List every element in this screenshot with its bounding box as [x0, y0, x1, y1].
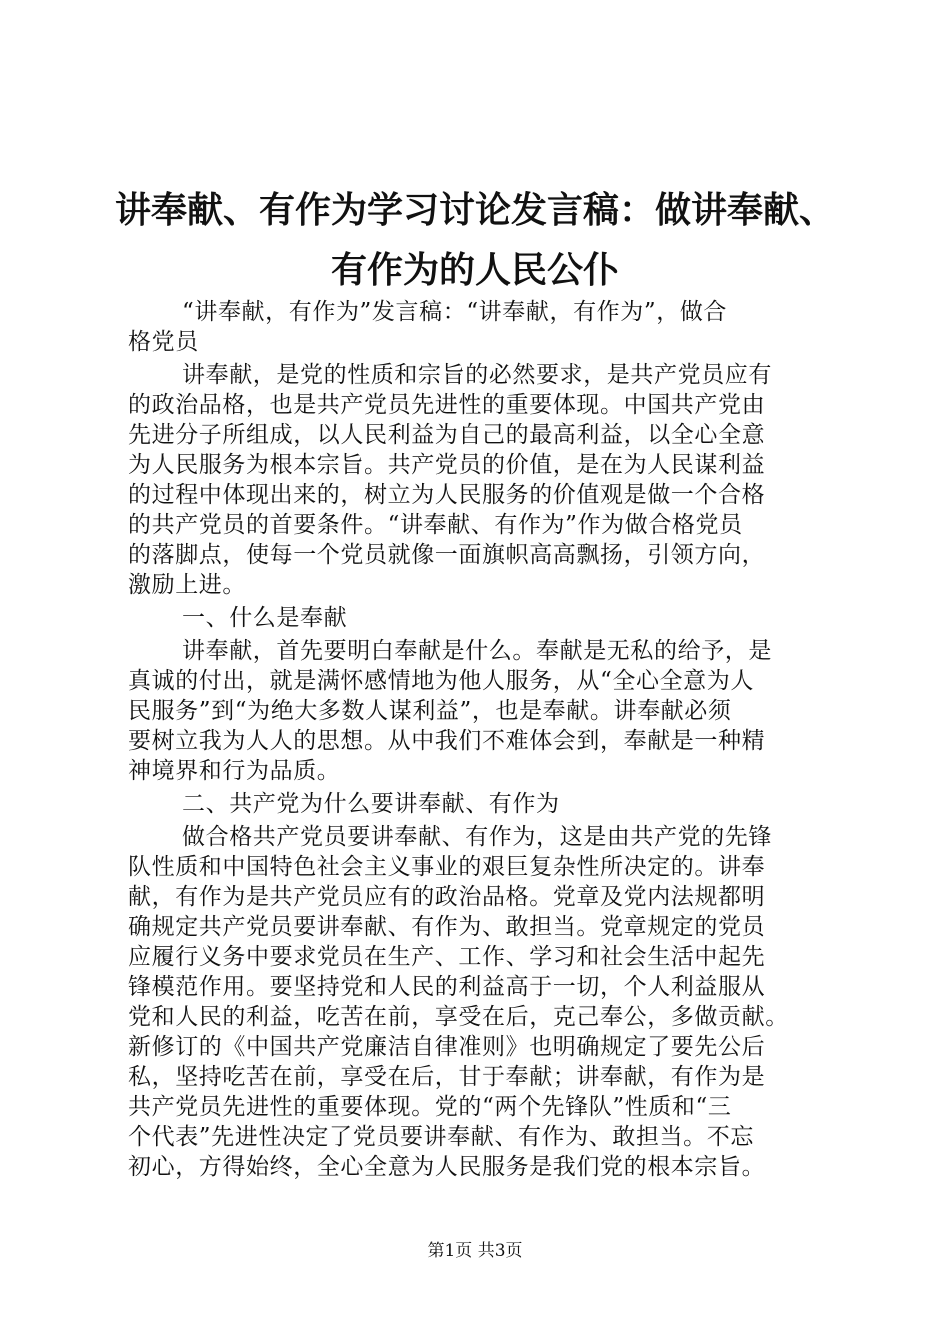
body-line: 民服务”到“为绝大多数人谋利益”，也是奉献。讲奉献必须 [128, 698, 732, 724]
body-line: 共产党员先进性的重要体现。党的“两个先锋队”性质和“三 [128, 1094, 732, 1120]
body-line: 献，有作为是共产党员应有的政治品格。党章及党内法规都明 [128, 884, 766, 910]
body-line: 党和人民的利益，吃苦在前，享受在后，克己奉公，多做贡献。 [128, 1004, 789, 1030]
body-line: 真诚的付出，就是满怀感情地为他人服务，从“全心全意为人 [128, 668, 754, 694]
document-title-line-2: 有作为的人民公仆 [330, 249, 619, 291]
body-line: 应履行义务中要求党员在生产、工作、学习和社会生活中起先 [128, 944, 766, 970]
body-line: 为人民服务为根本宗旨。共产党员的价值，是在为人民谋利益 [128, 452, 766, 478]
body-line: “讲奉献，有作为”发言稿：“讲奉献，有作为”，做合 [182, 299, 728, 325]
section-heading: 二、共产党为什么要讲奉献、有作为 [182, 791, 560, 817]
body-line: 要树立我为人人的思想。从中我们不难体会到，奉献是一种精 [128, 728, 766, 754]
body-line: 讲奉献，是党的性质和宗旨的必然要求，是共产党员应有 [182, 362, 772, 388]
body-line: 新修订的《中国共产党廉洁自律准则》也明确规定了要先公后 [128, 1034, 766, 1060]
document-title-line-1: 讲奉献、有作为学习讨论发言稿：做讲奉献、 [114, 189, 835, 231]
body-line: 锋模范作用。要坚持党和人民的利益高于一切，个人利益服从 [128, 974, 766, 1000]
section-heading: 一、什么是奉献 [182, 605, 348, 631]
body-line: 格党员 [128, 329, 199, 355]
body-line: 讲奉献，首先要明白奉献是什么。奉献是无私的给予，是 [182, 638, 772, 664]
body-line: 激励上进。 [128, 572, 246, 598]
body-line: 神境界和行为品质。 [128, 758, 341, 784]
body-line: 确规定共产党员要讲奉献、有作为、敢担当。党章规定的党员 [128, 914, 766, 940]
body-line: 初心，方得始终，全心全意为人民服务是我们党的根本宗旨。 [128, 1154, 766, 1180]
body-line: 个代表”先进性决定了党员要讲奉献、有作为、敢担当。不忘 [128, 1124, 754, 1150]
body-line: 做合格共产党员要讲奉献、有作为，这是由共产党的先锋 [182, 824, 772, 850]
body-line: 的过程中体现出来的，树立为人民服务的价值观是做一个合格 [128, 482, 766, 508]
page-number-footer: 第1页 共3页 [427, 1241, 523, 1261]
body-line: 的共产党员的首要条件。“讲奉献、有作为”作为做合格党员 [128, 512, 743, 538]
body-line: 私，坚持吃苦在前，享受在后，甘于奉献；讲奉献，有作为是 [128, 1064, 766, 1090]
body-line: 的落脚点，使每一个党员就像一面旗帜高高飘扬，引领方向， [128, 542, 766, 568]
body-line: 先进分子所组成，以人民利益为自己的最高利益，以全心全意 [128, 422, 766, 448]
body-line: 队性质和中国特色社会主义事业的艰巨复杂性所决定的。讲奉 [128, 854, 766, 880]
body-line: 的政治品格，也是共产党员先进性的重要体现。中国共产党由 [128, 392, 766, 418]
